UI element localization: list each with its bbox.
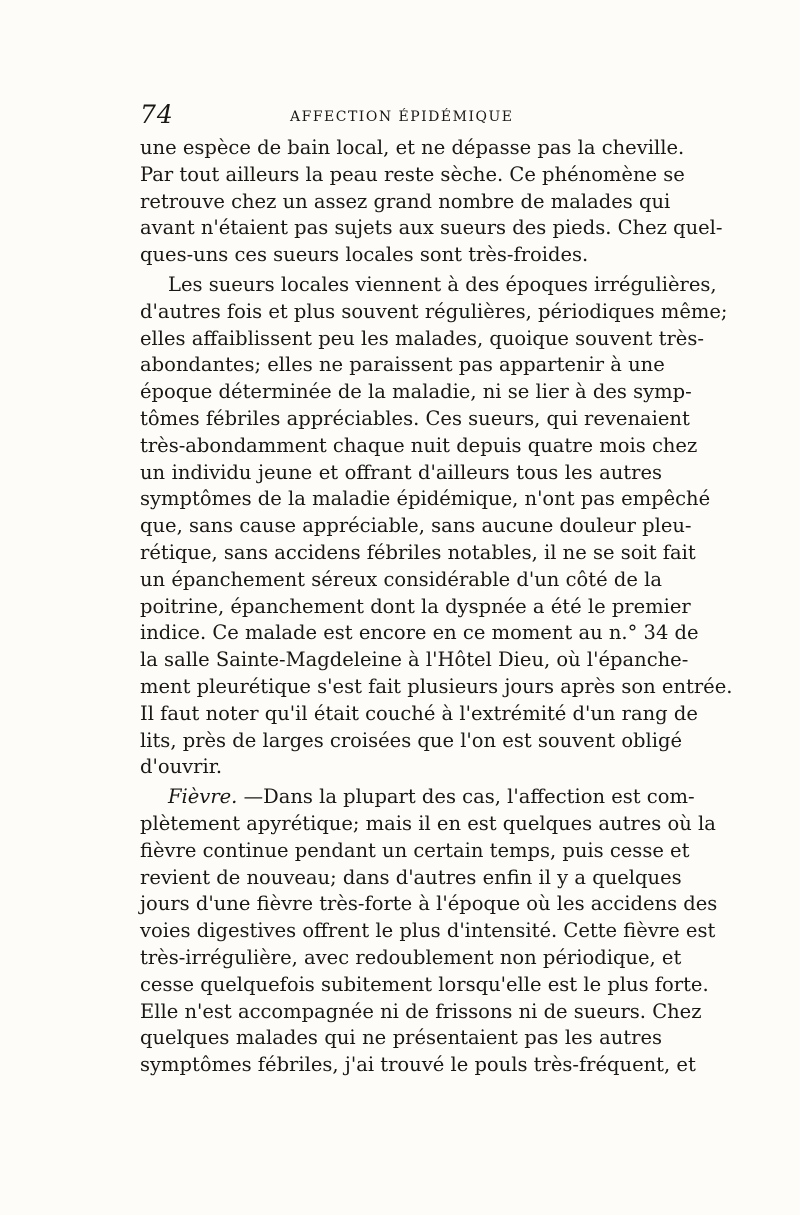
text-line: que, sans cause appréciable, sans aucune douleur pleu- xyxy=(140,514,692,538)
text-line: une espèce de bain local, et ne dépasse pas la cheville. xyxy=(140,136,685,159)
text-line: très-irrégulière, avec redoublement non périodique, et xyxy=(140,945,682,969)
text-line: la salle Sainte-Magdeleine à l'Hôtel Dieu, où l'épanche- xyxy=(140,648,689,672)
text-line: poitrine, épanchement dont la dyspnée a été le premier xyxy=(140,594,691,618)
text-line: retrouve chez un assez grand nombre de malades qui xyxy=(140,189,671,213)
text-line: fièvre continue pendant un certain temps, puis cesse et xyxy=(140,838,690,862)
text-line: voies digestives offrent le plus d'intensité. Cette fièvre est xyxy=(140,919,716,943)
text-line: elles affaiblissent peu les malades, quoique souvent très- xyxy=(140,326,704,350)
text-line: ques-uns ces sueurs locales sont très-froides. xyxy=(140,243,589,267)
body-text xyxy=(140,135,733,1079)
text-line: Elle n'est accompagnée ni de frissons ni de sueurs. Chez xyxy=(140,999,702,1023)
text-line: d'autres fois et plus souvent régulières, périodiques même; xyxy=(140,299,728,323)
text-line: plètement apyrétique; mais il en est quelques autres où la xyxy=(140,811,716,835)
text-line: époque déterminée de la maladie, ni se lier à des symp- xyxy=(140,380,692,404)
text-line: cesse quelquefois subitement lorsqu'elle est le plus forte. xyxy=(140,972,709,996)
text-fragment: —Dans la plupart des cas, l'affection est com- xyxy=(237,785,695,809)
text-line: jours d'une fièvre très-forte à l'époque où les accidens des xyxy=(140,892,718,916)
text-line: revient de nouveau; dans d'autres enfin il y a quelques xyxy=(140,865,682,889)
text-line: symptômes fébriles, j'ai trouvé le pouls très-fréquent, et xyxy=(140,1053,696,1077)
text-line: quelques malades qui ne présentaient pas les autres xyxy=(140,1026,662,1050)
text-line: un épanchement séreux considérable d'un côté de la xyxy=(140,567,662,591)
text-line: abondantes; elles ne paraissent pas appartenir à une xyxy=(140,353,665,377)
text-line: très-abondamment chaque nuit depuis quatre mois chez xyxy=(140,433,698,457)
text-line: Il faut noter qu'il était couché à l'extrémité d'un rang de xyxy=(140,701,698,725)
text-line: Par tout ailleurs la peau reste sèche. Ce phénomène se xyxy=(140,162,685,186)
page-header xyxy=(140,100,662,130)
text-line: avant n'étaient pas sujets aux sueurs des pieds. Chez quel- xyxy=(140,216,723,240)
text-line xyxy=(140,784,695,811)
text-line: un individu jeune et offrant d'ailleurs tous les autres xyxy=(140,460,662,484)
text-line: symptômes de la maladie épidémique, n'ont pas empêché xyxy=(140,487,711,511)
text-line: d'ouvrir. xyxy=(140,755,223,779)
text-line: Les sueurs locales viennent à des époques irrégulières, xyxy=(168,272,717,296)
section-lead: Fièvre. xyxy=(168,785,238,809)
text-line: indice. Ce malade est encore en ce moment au n.° 34 de xyxy=(140,621,699,645)
page-number: 74 xyxy=(140,100,174,129)
text-line: ment pleurétique s'est fait plusieurs jours après son entrée. xyxy=(140,674,733,698)
text-line: tômes fébriles appréciables. Ces sueurs, qui revenaient xyxy=(140,406,690,430)
text-line: rétique, sans accidens fébriles notables, il ne se soit fait xyxy=(140,540,696,564)
running-title: AFFECTION ÉPIDÉMIQUE xyxy=(290,109,514,125)
text-line: lits, près de larges croisées que l'on est souvent obligé xyxy=(140,728,683,752)
